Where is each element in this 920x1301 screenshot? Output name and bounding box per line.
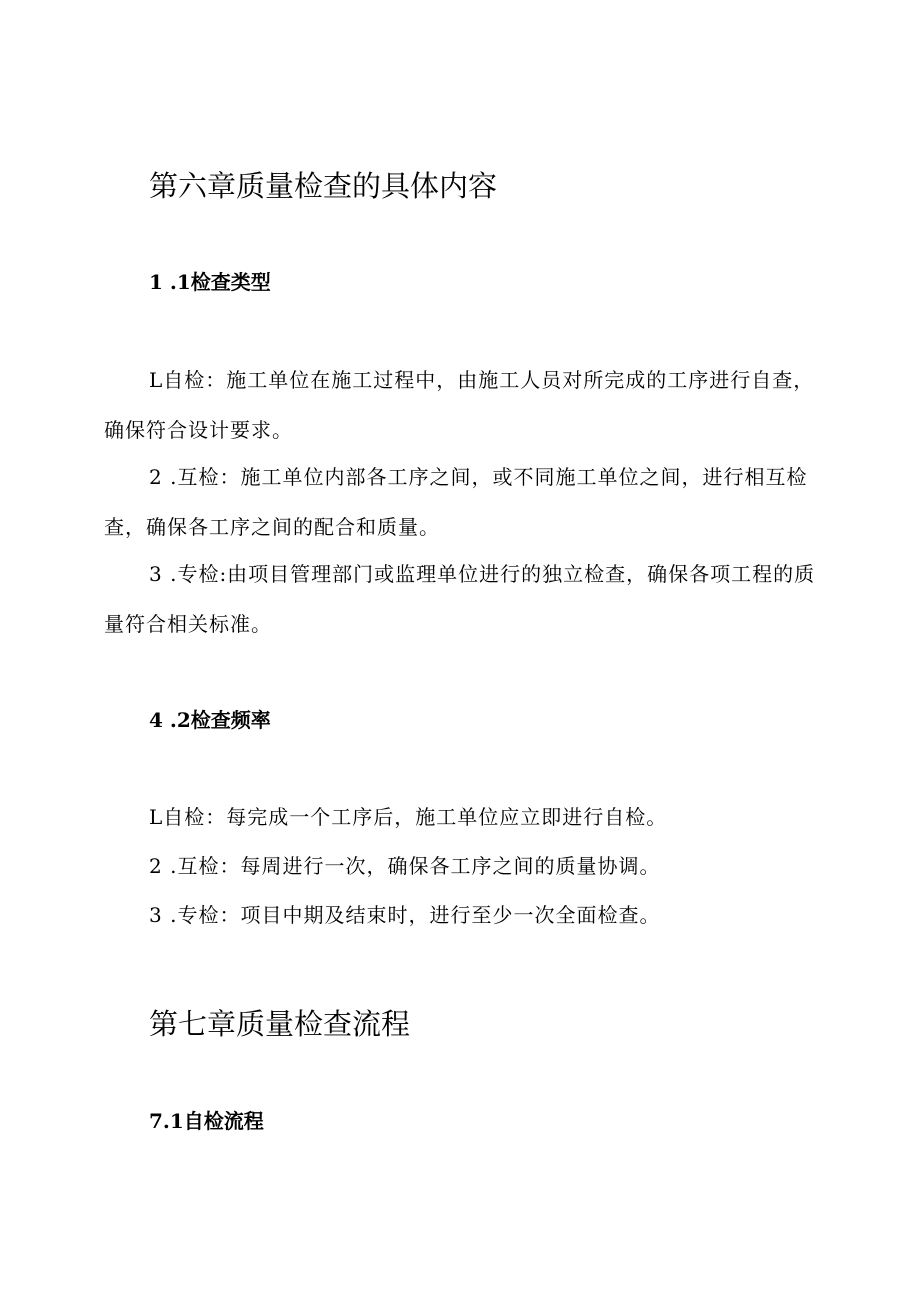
frequency-special: 3 .专检：项目中期及结束时，进行至少一次全面检查。 (149, 903, 661, 927)
section-6-2-heading: 4 .2检查频率 (149, 708, 271, 732)
section-6-1-heading: 1 .1检查类型 (149, 270, 271, 294)
check-type-self: L自检：施工单位在施工过程中，由施工人员对所完成的工序进行自查，确保符合设计要求。 (104, 368, 815, 442)
section-7-1-heading: 7.1自检流程 (149, 1109, 264, 1133)
chapter-6-heading: 第六章质量检查的具体内容 (149, 169, 498, 203)
chapter-7-heading: 第七章质量检查流程 (149, 1007, 411, 1041)
check-type-mutual: 2 .互检：施工单位内部各工序之间，或不同施工单位之间，进行相互检查，确保各工序之间的配合和质量。 (104, 465, 808, 539)
frequency-self: L自检：每完成一个工序后，施工单位应立即进行自检。 (149, 805, 668, 829)
check-type-special: 3 .专检:由项目管理部门或监理单位进行的独立检查，确保各项工程的质量符合相关标准。 (104, 562, 816, 636)
frequency-mutual: 2 .互检：每周进行一次，确保各工序之间的质量协调。 (149, 854, 661, 878)
